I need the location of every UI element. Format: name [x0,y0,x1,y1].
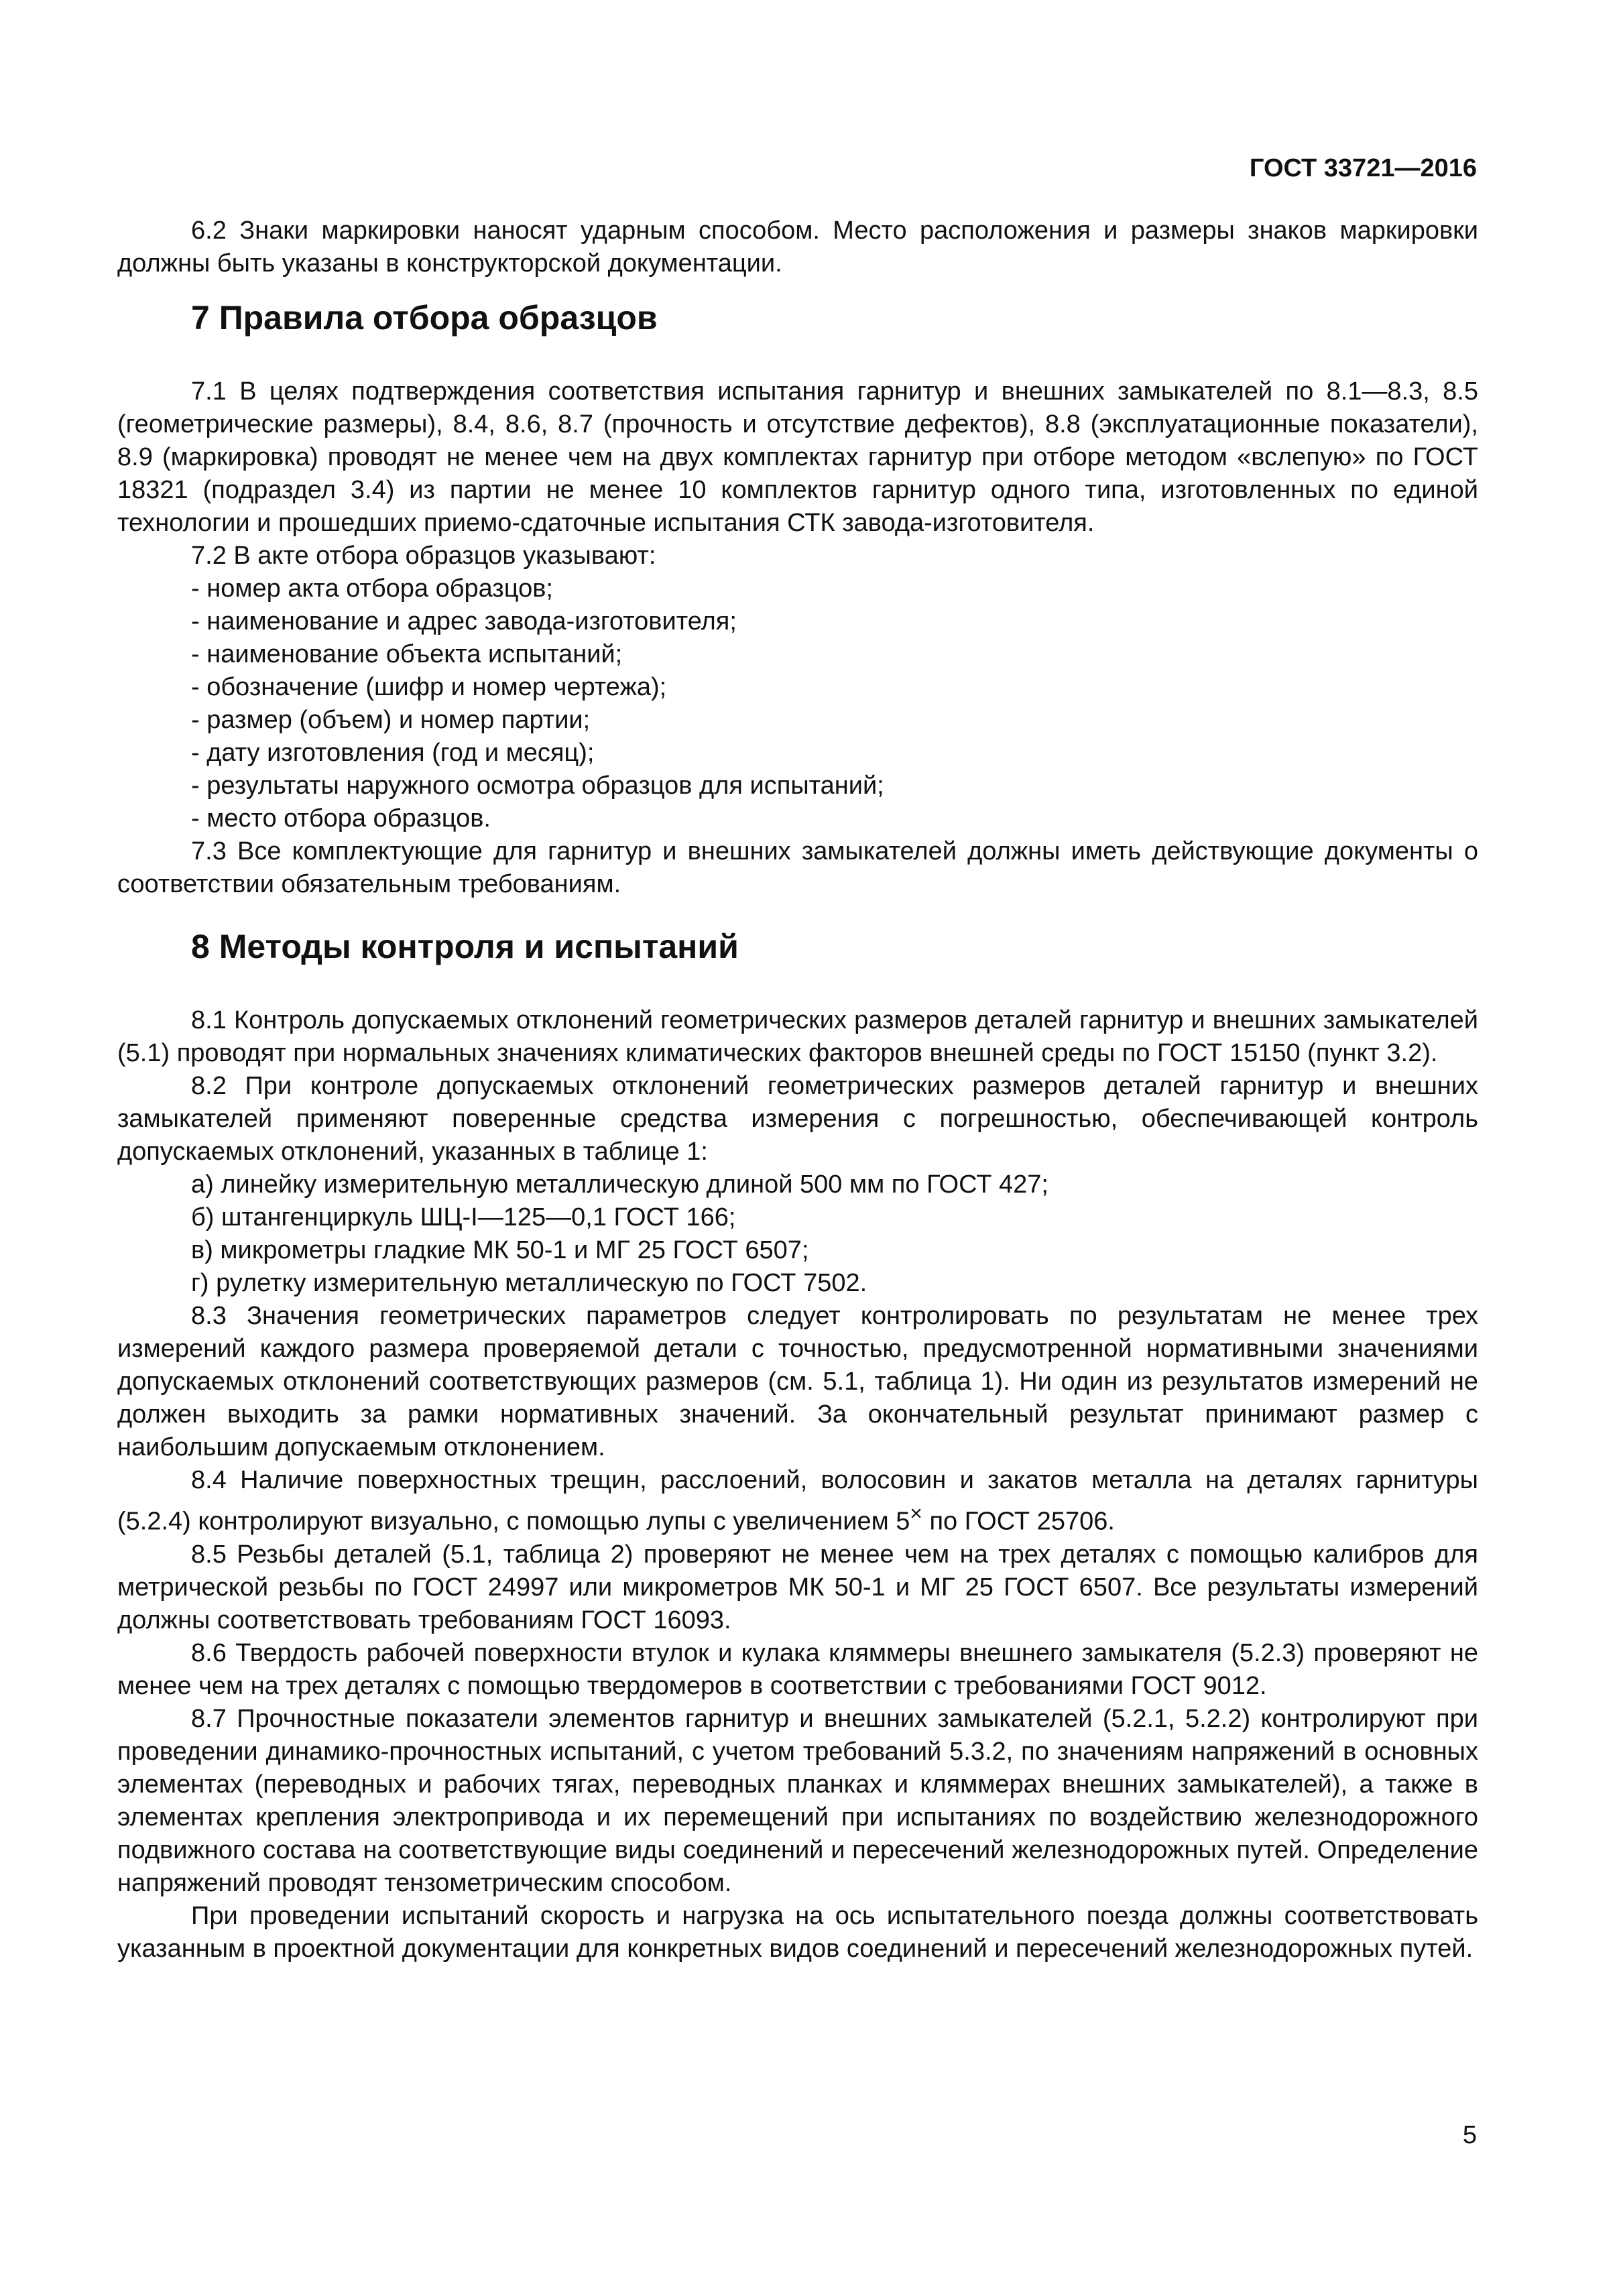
paragraph-8-4 [117,1464,1478,1538]
paragraph-7-1: 7.1 В целях подтверждения соответствия испытания гарнитур и внешних замыкателей по 8.1—8.3, 8.5 (геометрические размеры), 8.4, 8.6, 8.7 (прочность и отсутствие дефектов), 8.8 (эксплуатационные показатели), 8.9 (маркировка) проводят не менее чем на двух комплектах гарнитур при отборе методом «вслепую» по ГОСТ 18321 (подраздел 3.4) из партии не менее 10 комплектов гарнитур одного типа, изготовленных по единой технологии и прошедших приемо-сдаточные испытания СТК завода-изготовителя. [117,377,1478,537]
list-item: - место отбора образцов. [191,804,491,833]
list-item: - дату изготовления (год и месяц); [191,739,595,767]
list-item: - размер (объем) и номер партии; [191,706,591,734]
paragraph-7-3: 7.3 Все комплектующие для гарнитур и внешних замыкателей должны иметь действующие документы о соответствии обязательным требованиям. [117,837,1478,898]
paragraph-8-4-text: 8.4 Наличие поверхностных трещин, расслоений, волосовин и закатов металла на деталях гарнитуры (5.2.4) контролируют визуально, с помощью лупы с увеличением 5 [117,1466,1478,1536]
paragraph-8-3: 8.3 Значения геометрических параметров следует контролировать по результатам не менее трех измерений каждого размера проверяемой детали с точностью, предусмотренной нормативными значениями допускаемых отклонений соответствующих размеров (см. 5.1, таблица 1). Ни один из результатов измерений не должен выходить за рамки нормативных значений. За окончательный результат принимают размер с наибольшим допускаемым отклонением. [117,1302,1478,1461]
section-8-heading: 8 Методы контроля и испытаний [191,928,739,965]
list-item: - наименование объекта испытаний; [191,640,623,668]
paragraph-8-1: 8.1 Контроль допускаемых отклонений геометрических размеров деталей гарнитур и внешних замыкателей (5.1) проводят при нормальных значениях климатических факторов внешней среды по ГОСТ 15150 (пункт 3.2). [117,1006,1478,1067]
paragraph-7-2: 7.2 В акте отбора образцов указывают: [191,542,656,570]
section-7-heading: 7 Правила отбора образцов [191,299,658,337]
paragraph-8-4-tail: по ГОСТ 25706. [922,1507,1115,1536]
list-item: г) рулетку измерительную металлическую по ГОСТ 7502. [191,1269,867,1297]
paragraph-8-7: 8.7 Прочностные показатели элементов гарнитур и внешних замыкателей (5.2.1, 5.2.2) контролируют при проведении динамико-прочностных испытаний, с учетом требований 5.3.2, по значениям напряжений в основных элементах (переводных и рабочих тягах, переводных планках и кляммерах внешних замыкателей), а также в элементах крепления электропривода и их перемещений при испытаниях по воздействию железнодорожного подвижного состава на соответствующие виды соединений и пересечений железнодорожных путей. Определение напряжений проводят тензометрическим способом. [117,1704,1478,1897]
list-item: а) линейку измерительную металлическую длиной 500 мм по ГОСТ 427; [191,1170,1048,1199]
magnification-sign: × [910,1501,922,1525]
list-item: - наименование и адрес завода-изготовителя; [191,607,737,636]
list-item: б) штангенциркуль ШЦ-I—125—0,1 ГОСТ 166; [191,1203,736,1231]
paragraph-8-7-continued: При проведении испытаний скорость и нагрузка на ось испытательного поезда должны соответствовать указанным в проектной документации для конкретных видов соединений и пересечений железнодорожных путей. [117,1901,1478,1963]
document-body [117,215,1478,1966]
paragraph-8-5: 8.5 Резьбы деталей (5.1, таблица 2) проверяют не менее чем на трех деталях с помощью калибров для метрической резьбы по ГОСТ 24997 или микрометров МК 50-1 и МГ 25 ГОСТ 6507. Все результаты измерений должны соответствовать требованиям ГОСТ 16093. [117,1540,1478,1634]
list-item: - результаты наружного осмотра образцов для испытаний; [191,772,884,800]
page-number: 5 [1462,2121,1477,2149]
paragraph-8-6: 8.6 Твердость рабочей поверхности втулок и кулака кляммеры внешнего замыкателя (5.2.3) проверяют не менее чем на трех деталях с помощью твердомеров в соответствии с требованиями ГОСТ 9012. [117,1638,1478,1700]
list-item: - номер акта отбора образцов; [191,575,553,603]
list-item: в) микрометры гладкие МК 50-1 и МГ 25 ГОСТ 6507; [191,1236,809,1264]
paragraph-8-2: 8.2 При контроле допускаемых отклонений геометрических размеров деталей гарнитур и внешних замыкателей применяют поверенные средства измерения с погрешностью, обеспечивающей контроль допускаемых отклонений, указанных в таблице 1: [117,1072,1478,1166]
paragraph-6-2: 6.2 Знаки маркировки наносят ударным способом. Место расположения и размеры знаков маркировки должны быть указаны в конструкторской документации. [117,217,1478,278]
list-item: - обозначение (шифр и номер чертежа); [191,673,667,701]
document-code: ГОСТ 33721—2016 [1249,154,1477,182]
